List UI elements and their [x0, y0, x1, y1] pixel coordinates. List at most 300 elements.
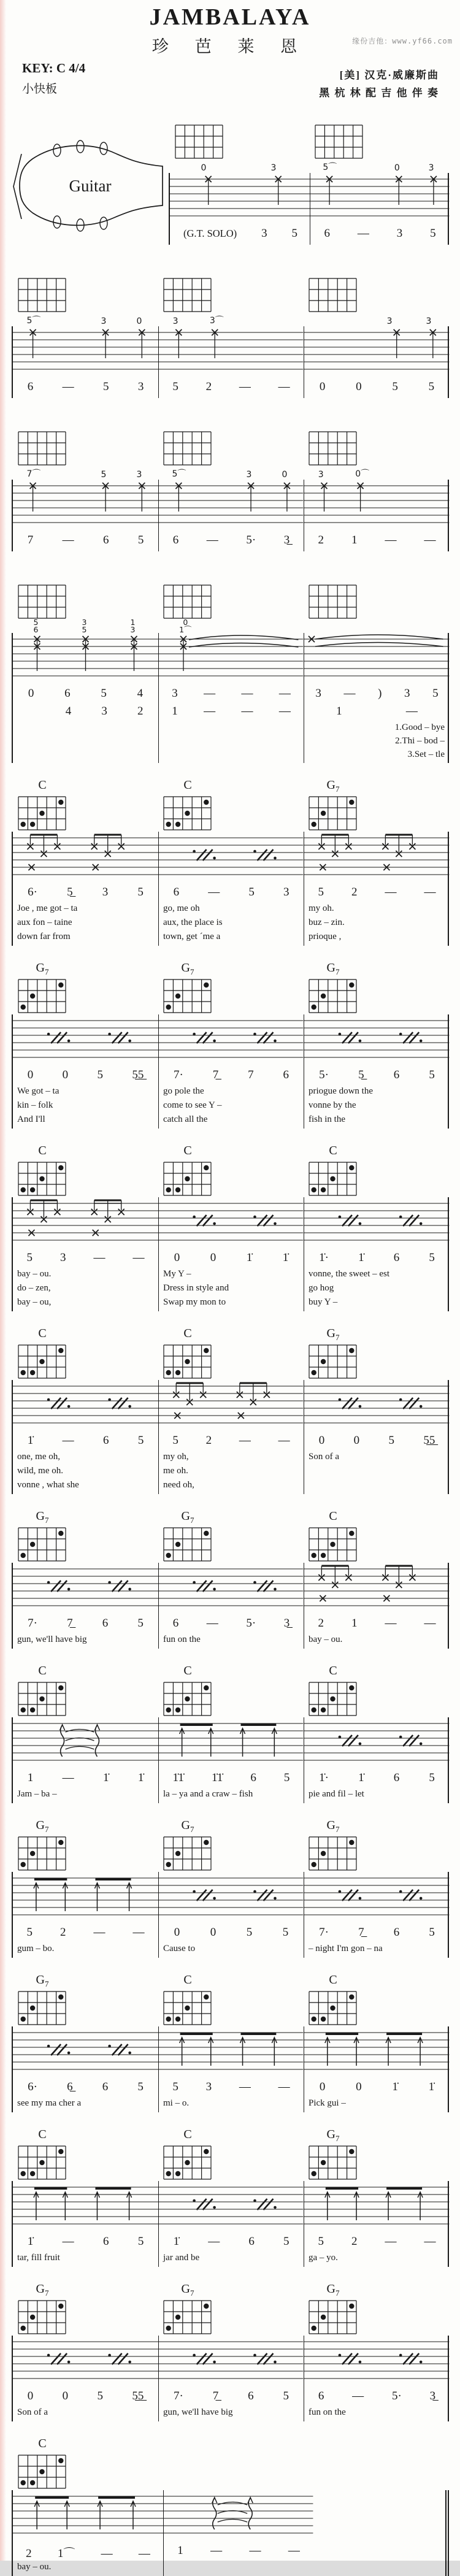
melody-number: 1̇: [358, 1771, 364, 1784]
chord-grid: [17, 1834, 68, 1872]
melody-number: —: [424, 533, 436, 546]
chord-diagram: [17, 1509, 68, 1563]
melody-number: —: [62, 1433, 74, 1447]
measure-1: [13, 1717, 158, 1803]
measure-3: [304, 326, 450, 398]
lyrics-line-2: do – zen,: [17, 1282, 51, 1293]
melody-number: —: [239, 1433, 251, 1447]
melody-number: —: [132, 1251, 145, 1264]
lyrics-line-3: fish in the: [309, 1114, 345, 1124]
melody-number: 5: [291, 226, 298, 240]
melody-numbers-row: [164, 2544, 313, 2562]
fret-number: 3: [270, 163, 277, 173]
melody-number: 5: [388, 1433, 394, 1447]
chord-diagram: [162, 413, 213, 467]
lyrics-line-1: My Y –: [163, 1268, 191, 1279]
chord-name-label: [17, 567, 68, 582]
melody-number: 7·: [319, 1925, 329, 1939]
melody-number: —: [101, 2547, 113, 2560]
melody-numbers-row: [304, 2080, 450, 2098]
chord-grid-cell: [12, 260, 157, 313]
fret-numbers-row: [169, 160, 449, 173]
measure-3: [304, 1717, 450, 1803]
chord-diagram: [17, 2128, 68, 2181]
measure-3: [304, 1380, 450, 1494]
melody-number: 6: [102, 1433, 109, 1447]
melody-number: 6: [318, 2389, 324, 2402]
melody-number: 5: [283, 2389, 289, 2402]
lyrics-line-2: aux fon – taine: [17, 917, 72, 927]
melody-number: 5: [137, 2080, 144, 2093]
chord-grid-cell: [12, 2437, 162, 2490]
melody-number: 3: [102, 885, 109, 899]
measure-1: [13, 633, 158, 763]
song-title-chinese: 珍 芭 莱 恩: [151, 37, 309, 56]
melody-number: 5: [283, 1771, 290, 1784]
chord-grid: [17, 429, 68, 467]
lyrics-line-1: jar and be: [163, 2252, 200, 2263]
melody-number: —: [208, 2234, 220, 2248]
chord-grid-cell: [12, 1664, 157, 1717]
melody-number: —: [424, 2234, 436, 2248]
chord-grid: [17, 275, 68, 313]
melody-number: 4: [137, 686, 144, 700]
melody-number: —: [239, 380, 251, 393]
melody-number: 1: [177, 2543, 183, 2557]
chord-diagram: [313, 107, 365, 160]
melody-number: —: [288, 2543, 300, 2557]
chord-diagram: [17, 413, 68, 467]
measure-2: [158, 2336, 304, 2421]
melody-number: 2: [205, 1433, 212, 1447]
melody-number: 5: [137, 885, 144, 899]
system-rows: [12, 2282, 449, 2421]
melody-lower-row: [13, 705, 158, 723]
fret-number: 3: [136, 469, 142, 480]
chord-grid-cell: [12, 2282, 157, 2336]
lyrics-line-1: la – ya and a craw – fish: [163, 1788, 253, 1799]
chord-name-label: C: [183, 778, 192, 792]
melody-numbers-row: [159, 1926, 304, 1944]
chord-diagram: [162, 961, 213, 1014]
fret-numbers-measure: [12, 620, 157, 633]
system-13: [12, 2127, 449, 2267]
melody-number: 5: [429, 1251, 435, 1264]
melody-numbers-row: [304, 1068, 450, 1086]
measures-row: [12, 1717, 449, 1803]
melody-number: 2: [26, 2547, 32, 2560]
fret-number: 0: [201, 163, 207, 173]
chord-grid: [307, 1159, 359, 1197]
melody-number: 5: [101, 686, 107, 700]
melody-number: —: [385, 533, 397, 546]
system-11: [12, 1818, 449, 1958]
melody-number: 7·: [28, 1616, 37, 1630]
tab-staff-measure: [159, 2181, 303, 2235]
chord-grid-cell: [302, 260, 448, 313]
chord-diagram: [162, 2128, 213, 2181]
chord-name-label: $G_7$: [36, 2282, 49, 2298]
melody-number: 0: [356, 2080, 362, 2093]
tab-staff-measure: [304, 1380, 449, 1434]
fret-numbers-measure: [12, 467, 157, 480]
chord-diagram: [17, 778, 68, 832]
melody-number: 1̇: [27, 2234, 34, 2248]
meta-left: [22, 61, 85, 102]
tab-staff-measure: [159, 1563, 303, 1617]
chord-grid: [307, 1679, 359, 1717]
melody-number: 5: [429, 1925, 435, 1939]
chord-name-label: $G_7$: [181, 1509, 194, 1525]
chord-grid: [162, 1988, 213, 2026]
fret-number: 0⌒: [355, 469, 370, 479]
chord-grid-cell: [169, 107, 309, 160]
lyrics-line-1: Cause to: [163, 1943, 196, 1953]
chord-name-label: $G_7$: [36, 1972, 49, 1988]
melody-number: 0: [356, 380, 362, 393]
chord-grid: [162, 1679, 213, 1717]
fret-number: 0: [394, 163, 400, 173]
chord-name-label: [162, 413, 213, 429]
chord-grid: [162, 1525, 213, 1563]
fret-number: 3: [101, 316, 107, 326]
tab-staff-measure: [159, 1872, 303, 1926]
lyrics-line-1: tar, fill fruit: [17, 2252, 60, 2263]
melody-number: 0: [210, 1925, 217, 1939]
chord-diagram: [162, 1144, 213, 1197]
measure-2: [158, 1717, 304, 1803]
fret-number: 3: [386, 316, 393, 326]
melody-number: 7̲: [212, 1068, 219, 1081]
tab-staff-measure: [159, 326, 303, 380]
chord-grid-cell: [302, 567, 448, 620]
system-4: [12, 566, 449, 763]
measure-3: [304, 1197, 450, 1311]
measure-2: [158, 1872, 304, 1958]
melody-number: 0: [174, 1251, 180, 1264]
chord-grid: [307, 1988, 359, 2026]
melody-number: 1: [27, 1771, 34, 1784]
chord-grid-cell: [302, 778, 448, 832]
chord-name-label: C: [183, 1326, 192, 1340]
solo-label: (G.T. SOLO): [183, 227, 237, 239]
melody-number: 1̇: [392, 2080, 398, 2093]
chord-name-label: C: [329, 1972, 337, 1987]
melody-number: —: [239, 2080, 251, 2093]
measures-row: [12, 832, 449, 946]
chord-name-label: $G_7$: [181, 2282, 194, 2298]
lyrics-line-1: vonne, the sweet – est: [309, 1268, 390, 1279]
melody-numbers-row: [13, 1434, 158, 1452]
system-12: [12, 1972, 449, 2112]
melody-number: —: [241, 704, 253, 718]
system-rows: [12, 2127, 449, 2267]
melody-number: 5·: [246, 1616, 256, 1630]
chord-grids-row: [12, 1143, 449, 1197]
melody-number: 2: [351, 885, 358, 899]
melody-number: —: [62, 533, 74, 546]
melody-number: 5: [26, 1925, 33, 1939]
tab-staff-measure: [159, 480, 303, 534]
measure-2: [158, 1014, 304, 1129]
melody-number: 0: [62, 1068, 69, 1081]
lyrics-line-1: We got – ta: [17, 1086, 59, 1096]
melody-number: 3: [172, 686, 178, 700]
melody-number: —: [343, 686, 356, 700]
chord-name-label: $G_7$: [326, 1326, 340, 1342]
chord-grid: [17, 2143, 68, 2181]
chord-diagram: [307, 778, 359, 832]
melody-number: 5: [318, 2234, 324, 2248]
measure-3: [304, 2181, 450, 2267]
melody-number: 3: [60, 1251, 66, 1264]
melody-number: 6: [393, 1068, 400, 1081]
melody-numbers-row: [13, 1617, 158, 1635]
measure-3: [304, 2026, 450, 2112]
melody-numbers-row: [159, 2390, 304, 2407]
melody-number: 4: [65, 704, 72, 718]
melody-number: 5: [392, 380, 398, 393]
tab-staff-measure: [13, 633, 158, 687]
chord-name-label: C: [38, 778, 47, 792]
lyrics-line-1: gun, we'll have big: [17, 1634, 87, 1644]
melody-number: 3: [205, 2080, 212, 2093]
melody-number: 0: [318, 1433, 325, 1447]
lyrics-line-1: bay – ou.: [17, 2561, 52, 2572]
melody-number: —: [206, 533, 218, 546]
melody-number: 1̇·: [319, 1251, 329, 1264]
chord-name-label: C: [329, 1663, 337, 1677]
melody-number: 3: [404, 686, 410, 700]
verse-pickup-lyric: 2.Thi – bod –: [395, 735, 445, 746]
melody-number: 1̇: [137, 1771, 144, 1784]
measure-3: [304, 832, 450, 946]
tab-staff-measure: [304, 1872, 449, 1926]
chord-name-label: C: [183, 1143, 192, 1157]
melody-number: 5·: [319, 1068, 329, 1081]
melody-numbers-row: [13, 2080, 158, 2098]
tab-staff-measure: [304, 633, 449, 687]
lyrics-line-1: – night I'm gon – na: [309, 1943, 383, 1953]
chord-grid-cell: [157, 1144, 302, 1197]
lyrics-line-2: Dress in style and: [163, 1282, 229, 1293]
chord-diagram: [307, 2128, 359, 2181]
melody-numbers-row: [13, 1771, 158, 1789]
measure-3: [304, 1563, 450, 1649]
melody-number: 6: [172, 533, 179, 546]
chord-grid: [307, 429, 359, 467]
fret-number: 3: [318, 469, 324, 480]
melody-number: 6̲: [67, 2080, 73, 2093]
chord-grids-row: [12, 566, 449, 620]
chord-grid: [162, 1834, 213, 1872]
tab-staff-measure: [13, 1563, 158, 1617]
chord-grid-cell: [157, 260, 302, 313]
chord-grid-cell: [302, 1973, 448, 2026]
chord-name-label: C: [38, 1663, 47, 1677]
melody-number: 1̇1̇: [211, 1771, 223, 1784]
lyrics-line-3: town, get ´me a: [163, 931, 221, 941]
measure-1: [13, 1563, 158, 1649]
chord-grid-cell: [157, 1509, 302, 1563]
fret-number: 0: [282, 469, 288, 480]
lyrics-line-1: bay – ou.: [17, 1268, 52, 1279]
chord-diagram: [17, 1973, 68, 2026]
melody-number: 6: [283, 1068, 289, 1081]
chord-name-label: C: [183, 1972, 192, 1987]
melody-number: —: [278, 380, 290, 393]
lyrics-line-1: see my ma cher a: [17, 2098, 82, 2108]
melody-number: 0: [62, 2389, 69, 2402]
chord-grid-cell: [302, 1819, 448, 1872]
lyrics-line-2: me oh.: [163, 1465, 188, 1476]
system-rows: [12, 960, 449, 1129]
fret-number: 0 1⌒: [179, 618, 192, 634]
melody-numbers-row: [13, 2544, 163, 2562]
measure-2: [310, 173, 450, 245]
chord-name-label: $G_7$: [36, 960, 49, 976]
measure-1: [13, 480, 158, 551]
chord-name-label: C: [329, 1509, 337, 1523]
melody-number: —: [208, 885, 220, 899]
melody-number: 6: [64, 686, 71, 700]
melody-number: 3̲: [283, 533, 290, 546]
melody-numbers-row: [13, 1926, 158, 1944]
fret-number: 3: [246, 469, 252, 480]
fret-number: 3: [428, 163, 434, 173]
system-15: [12, 2436, 449, 2576]
melody-number: 7: [248, 1068, 254, 1081]
measure-3: [304, 480, 450, 551]
lyrics-line-1: Joe , me got – ta: [17, 903, 78, 913]
chord-grids-row: [12, 259, 449, 313]
tab-staff-measure: [310, 173, 449, 227]
chord-grid: [162, 976, 213, 1014]
chord-name-label: [17, 260, 68, 275]
lyrics-line-1: mi – o.: [163, 2098, 190, 2108]
melody-number: 6: [173, 885, 180, 899]
melody-lower-row: [159, 705, 304, 723]
melody-number: 2: [318, 1616, 324, 1630]
melody-number: 5: [172, 380, 178, 393]
fret-numbers-measure: [157, 313, 302, 326]
tab-staff-measure: [159, 2336, 303, 2390]
chord-name-label: $G_7$: [326, 2127, 340, 2143]
melody-number: 1̇: [428, 2080, 435, 2093]
melody-number: 7̲: [358, 1925, 364, 1939]
chord-grid-cell: [302, 1664, 448, 1717]
melody-number: 2: [205, 380, 212, 393]
lyrics-line-2: [304, 1466, 450, 1480]
melody-number: —: [62, 380, 74, 393]
measures-row: [12, 1197, 449, 1311]
fret-numbers-row: [12, 620, 449, 633]
melody-number: 5: [137, 1433, 144, 1447]
melody-number: 5̲5̲: [132, 1068, 144, 1081]
lyrics-line-1: my oh,: [163, 1451, 189, 1462]
measures-row: [12, 1563, 449, 1649]
melody-number: —: [204, 704, 216, 718]
chord-grids-row: [12, 413, 449, 467]
chord-diagram: [162, 1819, 213, 1872]
system-5: [12, 778, 449, 946]
fret-numbers-measure: [302, 620, 448, 633]
tab-staff-measure: [13, 2181, 158, 2235]
chord-diagram: [307, 1144, 359, 1197]
chord-name-label: C: [329, 1143, 337, 1157]
melody-number: 1⌒: [57, 2547, 75, 2560]
chord-grid-cell: [302, 961, 448, 1014]
chord-grids-row: [12, 2127, 449, 2181]
chord-grid-cell: [12, 1144, 157, 1197]
melody-number: 0: [174, 1925, 180, 1939]
chord-diagram: [307, 260, 359, 313]
measure-2: [158, 832, 304, 946]
system-8: [12, 1326, 449, 1494]
chord-grid-cell: [302, 1144, 448, 1197]
melody-number: —: [278, 2080, 290, 2093]
chord-name-label: [174, 107, 225, 122]
chord-grid-cell: [12, 1327, 157, 1380]
chord-grid-cell: [302, 413, 448, 467]
chord-diagram: [162, 1327, 213, 1380]
lyrics-line-1: Pick gui –: [309, 2098, 346, 2108]
melody-numbers-row: [159, 1251, 304, 1269]
system-rows: [12, 259, 449, 398]
tab-staff-measure: [13, 1872, 158, 1926]
fret-number: 1 3: [130, 618, 136, 634]
melody-number: 6: [393, 1925, 400, 1939]
melody-number: 5: [428, 380, 435, 393]
chord-grid: [307, 976, 359, 1014]
melody-number: 5: [137, 2234, 144, 2248]
melody-number: —: [62, 1771, 74, 1784]
system-rows: [12, 778, 449, 946]
measures-row: [169, 173, 449, 245]
melody-number: —: [424, 885, 436, 899]
chord-name-label: C: [38, 2436, 47, 2450]
melody-number: 5: [282, 1925, 289, 1939]
lyrics-line-3: down far from: [17, 931, 71, 941]
lyrics-line-3: catch all the: [163, 1114, 208, 1124]
fret-numbers-measure: [157, 620, 302, 633]
chord-grids-row: [12, 1972, 449, 2026]
fret-number: 3⌒: [209, 315, 224, 326]
melody-number: 5: [97, 2389, 103, 2402]
chord-grid-cell: [157, 1327, 302, 1380]
tab-staff-measure: [159, 1014, 303, 1068]
chord-diagram: [162, 260, 213, 313]
chord-grids-row: [12, 960, 449, 1014]
system-rows: [12, 2436, 449, 2576]
system-9: [12, 1509, 449, 1649]
tab-staff-measure: [159, 1197, 303, 1251]
chord-grid: [17, 794, 68, 832]
chord-diagram: [307, 2282, 359, 2336]
melody-number: —: [241, 686, 253, 700]
melody-numbers-row: [13, 886, 158, 903]
measure-3: [304, 633, 450, 763]
tab-staff-measure: [304, 1197, 449, 1251]
lyrics-line-2: kin – folk: [17, 1100, 53, 1110]
chord-name-label: C: [38, 2127, 47, 2141]
melody-number: 7̲: [67, 1616, 73, 1630]
measures-row: [12, 633, 449, 763]
chord-diagram: [17, 2282, 68, 2336]
melody-numbers-row: [304, 1771, 450, 1789]
tab-staff-measure: [13, 1380, 158, 1434]
fret-number: 5⌒: [172, 469, 186, 479]
